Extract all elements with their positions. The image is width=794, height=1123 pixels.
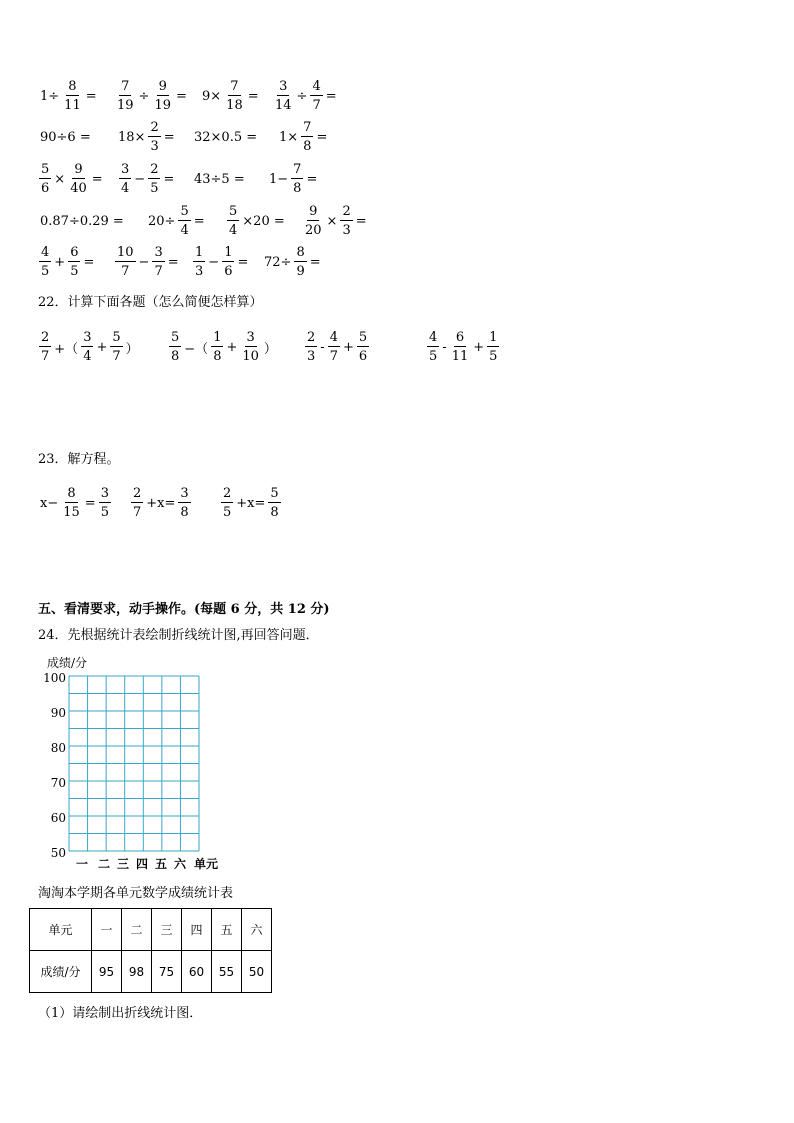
expr-text: −（ xyxy=(184,341,209,357)
expr xyxy=(226,202,287,240)
denominator: 5 xyxy=(70,264,79,279)
expr-text: +x= xyxy=(146,495,176,511)
numerator: 7 xyxy=(121,79,130,94)
fraction xyxy=(294,246,306,278)
expr-text: = xyxy=(91,171,103,187)
expr xyxy=(114,243,181,281)
fraction xyxy=(169,331,181,363)
expr-text: = xyxy=(309,254,321,270)
fraction xyxy=(39,331,51,363)
fraction xyxy=(227,205,239,237)
expr-text: 1− xyxy=(269,171,289,187)
expr xyxy=(38,77,99,115)
numerator: 2 xyxy=(150,120,159,135)
numerator: 1 xyxy=(195,245,204,260)
numerator: 9 xyxy=(74,162,83,177)
expr xyxy=(192,243,250,281)
expr xyxy=(426,328,500,366)
expr xyxy=(272,77,339,115)
numerator: 7 xyxy=(230,79,239,94)
numerator: 6 xyxy=(455,330,465,345)
fraction xyxy=(131,487,143,519)
chart-grid[interactable] xyxy=(68,675,202,855)
table-row xyxy=(30,951,272,993)
denominator: 6 xyxy=(358,349,368,364)
expr-text: = xyxy=(176,88,187,104)
expr xyxy=(304,328,370,366)
fraction xyxy=(115,80,136,112)
ytick: 80 xyxy=(50,741,66,755)
denominator: 6 xyxy=(224,264,233,279)
numerator: 4 xyxy=(429,330,438,345)
numerator: 1 xyxy=(489,330,498,345)
denominator: 4 xyxy=(83,349,92,364)
fraction xyxy=(193,246,205,278)
denominator: 7 xyxy=(154,264,163,279)
expr xyxy=(267,160,319,198)
numerator: 8 xyxy=(68,79,77,94)
expr-text: × xyxy=(54,171,66,187)
table-cell: 55 xyxy=(212,951,242,993)
table-cell: 一 xyxy=(92,909,122,951)
expr xyxy=(262,243,323,281)
table-cell: 98 xyxy=(122,951,152,993)
expr-text: = xyxy=(163,129,175,145)
expr-text: x− xyxy=(40,495,59,511)
fraction xyxy=(115,246,136,278)
fraction xyxy=(178,487,190,519)
fraction xyxy=(81,331,93,363)
fraction xyxy=(221,487,233,519)
expr-text: - xyxy=(320,339,325,355)
expr-text: 90÷6 = xyxy=(40,129,91,145)
numerator: 2 xyxy=(150,162,159,177)
expr-text: = xyxy=(163,171,175,187)
denominator: 7 xyxy=(41,349,50,364)
denominator: 8 xyxy=(293,181,302,196)
fraction xyxy=(99,487,111,519)
numerator: 3 xyxy=(100,486,109,501)
denominator: 11 xyxy=(451,349,469,364)
table-cell: 四 xyxy=(182,909,212,951)
fraction xyxy=(178,205,190,237)
xtick: 六 xyxy=(174,857,187,871)
numerator: 5 xyxy=(229,204,238,219)
fraction xyxy=(487,331,499,363)
expr xyxy=(38,118,93,156)
question-1: （1）请绘制出折线统计图． xyxy=(38,1006,203,1021)
expr-text: × xyxy=(326,213,338,229)
expr-text: ÷ xyxy=(138,88,150,104)
expr-text: 0.87÷0.29 = xyxy=(40,213,124,229)
table-row xyxy=(30,909,272,951)
expr xyxy=(302,202,369,240)
numerator: 3 xyxy=(279,79,288,94)
expr-text: + xyxy=(54,254,66,270)
fraction xyxy=(68,163,89,195)
expr xyxy=(146,202,207,240)
fraction xyxy=(68,246,80,278)
denominator: 7 xyxy=(329,349,338,364)
fraction xyxy=(450,331,471,363)
expr xyxy=(38,160,105,198)
expr xyxy=(38,484,112,522)
denominator: 4 xyxy=(180,223,189,238)
ytick: 100 xyxy=(43,671,66,685)
numerator: 4 xyxy=(312,79,321,94)
expr-text: = xyxy=(355,213,367,229)
numerator: 2 xyxy=(307,330,316,345)
denominator: 8 xyxy=(171,349,180,364)
table-cell: 五 xyxy=(212,909,242,951)
table-cell: 三 xyxy=(152,909,182,951)
xtick: 五 xyxy=(155,857,168,871)
expr xyxy=(114,77,189,115)
fraction xyxy=(357,331,369,363)
fraction xyxy=(39,163,51,195)
denominator: 7 xyxy=(121,264,130,279)
numerator: 5 xyxy=(358,330,368,345)
fraction xyxy=(148,121,160,153)
expr xyxy=(130,484,192,522)
expr-text: + xyxy=(342,339,354,355)
expr-text: ×20 = xyxy=(242,213,285,229)
denominator: 14 xyxy=(275,98,292,113)
expr xyxy=(277,118,329,156)
numerator: 5 xyxy=(171,330,180,345)
x-axis-label: 单元 xyxy=(194,857,219,871)
fraction xyxy=(211,331,223,363)
expr xyxy=(38,202,126,240)
expr-text: + xyxy=(226,339,238,355)
denominator: 3 xyxy=(195,264,204,279)
ytick: 90 xyxy=(50,706,66,720)
denominator: 8 xyxy=(270,505,279,520)
denominator: 3 xyxy=(150,139,159,154)
expr-text: = xyxy=(237,254,249,270)
denominator: 5 xyxy=(489,349,498,364)
fraction xyxy=(310,80,322,112)
denominator: 7 xyxy=(133,505,142,520)
expr xyxy=(168,328,279,366)
fraction xyxy=(328,331,340,363)
expr-text: − xyxy=(134,171,146,187)
numerator: 4 xyxy=(329,330,338,345)
table-cell: 50 xyxy=(242,951,272,993)
numerator: 1 xyxy=(213,330,222,345)
expr-text: = xyxy=(247,88,259,104)
numerator: 9 xyxy=(158,79,167,94)
expr-text: 32×0.5 = xyxy=(194,129,258,145)
denominator: 11 xyxy=(64,98,81,113)
numerator: 10 xyxy=(117,245,134,260)
table-cell: 95 xyxy=(92,951,122,993)
fraction xyxy=(152,80,173,112)
numerator: 1 xyxy=(224,245,233,260)
numerator: 6 xyxy=(70,245,79,260)
xtick: 二 xyxy=(98,857,111,871)
denominator: 9 xyxy=(296,264,305,279)
denominator: 7 xyxy=(112,349,121,364)
expr xyxy=(118,160,176,198)
expr xyxy=(38,328,141,366)
fraction xyxy=(427,331,439,363)
numerator: 7 xyxy=(303,120,312,135)
fraction xyxy=(110,331,122,363)
expr-text: ） xyxy=(125,341,139,357)
xtick: 三 xyxy=(117,857,130,871)
expr-text: + xyxy=(96,339,108,355)
fraction xyxy=(301,121,313,153)
fraction xyxy=(273,80,294,112)
denominator: 3 xyxy=(342,223,351,238)
expr-text: 20÷ xyxy=(148,213,176,229)
numerator: 2 xyxy=(133,486,142,501)
numerator: 5 xyxy=(41,162,50,177)
fraction xyxy=(340,205,352,237)
fraction xyxy=(303,205,324,237)
fraction xyxy=(152,246,164,278)
xtick: 四 xyxy=(136,857,149,871)
denominator: 8 xyxy=(213,349,222,364)
expr-text: ） xyxy=(263,341,277,357)
expr-text: = xyxy=(316,129,328,145)
numerator: 2 xyxy=(41,330,50,345)
table-cell: 六 xyxy=(242,909,272,951)
score-table xyxy=(29,908,272,993)
denominator: 19 xyxy=(154,98,171,113)
table-caption: 淘淘本学期各单元数学成绩统计表 xyxy=(38,886,234,901)
numerator: 3 xyxy=(154,245,163,260)
expr-text: 1× xyxy=(279,129,299,145)
fraction xyxy=(291,163,303,195)
fraction xyxy=(268,487,280,519)
expr xyxy=(192,118,259,156)
table-cell: 75 xyxy=(152,951,182,993)
fraction xyxy=(61,487,82,519)
numerator: 3 xyxy=(180,486,189,501)
numerator: 3 xyxy=(246,330,255,345)
denominator: 10 xyxy=(242,349,259,364)
numerator: 8 xyxy=(67,486,76,501)
table-cell: 单元 xyxy=(30,909,92,951)
numerator: 7 xyxy=(293,162,302,177)
denominator: 20 xyxy=(305,223,322,238)
fraction xyxy=(240,331,261,363)
denominator: 5 xyxy=(41,264,50,279)
expr-text: − xyxy=(138,254,150,270)
denominator: 40 xyxy=(70,181,87,196)
table-cell: 二 xyxy=(122,909,152,951)
numerator: 5 xyxy=(112,330,121,345)
denominator: 18 xyxy=(226,98,243,113)
expr-text: = xyxy=(325,88,337,104)
expr-text: = xyxy=(193,213,205,229)
numerator: 9 xyxy=(309,204,318,219)
q23-label: 23．解方程。 xyxy=(38,452,120,467)
expr xyxy=(192,160,247,198)
denominator: 8 xyxy=(303,139,312,154)
denominator: 6 xyxy=(41,181,50,196)
fraction xyxy=(222,246,234,278)
denominator: 19 xyxy=(117,98,134,113)
denominator: 5 xyxy=(223,505,232,520)
numerator: 5 xyxy=(180,204,189,219)
expr-text: 9× xyxy=(202,88,222,104)
expr xyxy=(116,118,177,156)
fraction xyxy=(305,331,317,363)
expr-text: ÷ xyxy=(296,88,308,104)
expr-text: +（ xyxy=(54,341,79,357)
q24-label: 24．先根据统计表绘制折线统计图,再回答问题． xyxy=(38,628,319,643)
xtick: 一 xyxy=(76,857,89,871)
denominator: 8 xyxy=(180,505,189,520)
denominator: 4 xyxy=(121,181,130,196)
expr-text: 1÷ xyxy=(40,88,60,104)
denominator: 4 xyxy=(229,223,238,238)
numerator: 3 xyxy=(121,162,130,177)
expr-text: - xyxy=(442,339,447,355)
expr-text: = xyxy=(167,254,179,270)
section-5-heading: 五、看清要求，动手操作。(每题 6 分，共 12 分) xyxy=(38,602,330,617)
expr xyxy=(38,243,96,281)
ytick: 70 xyxy=(50,776,66,790)
q22-label: 22．计算下面各题（怎么简便怎样算） xyxy=(38,295,263,310)
expr xyxy=(200,77,261,115)
numerator: 2 xyxy=(342,204,351,219)
table-cell: 60 xyxy=(182,951,212,993)
table-cell: 成绩/分 xyxy=(30,951,92,993)
denominator: 5 xyxy=(150,181,159,196)
denominator: 15 xyxy=(63,505,80,520)
expr-text: = xyxy=(83,254,95,270)
numerator: 4 xyxy=(41,245,50,260)
expr-text: = xyxy=(85,88,97,104)
fraction xyxy=(39,246,51,278)
expr-text: = xyxy=(84,495,96,511)
expr xyxy=(220,484,282,522)
fraction xyxy=(148,163,160,195)
chart-ylabel: 成绩/分 xyxy=(47,656,88,670)
denominator: 5 xyxy=(429,349,438,364)
expr-text: +x= xyxy=(236,495,266,511)
expr-text: = xyxy=(306,171,318,187)
fraction xyxy=(62,80,83,112)
ytick: 50 xyxy=(50,846,66,860)
fraction xyxy=(119,163,131,195)
expr-text: 72÷ xyxy=(264,254,292,270)
numerator: 8 xyxy=(296,245,305,260)
denominator: 7 xyxy=(312,98,321,113)
expr-text: + xyxy=(473,339,485,355)
numerator: 2 xyxy=(223,486,232,501)
expr-text: 43÷5 = xyxy=(194,171,245,187)
denominator: 3 xyxy=(307,349,316,364)
expr-text: − xyxy=(208,254,220,270)
numerator: 3 xyxy=(83,330,92,345)
ytick: 60 xyxy=(50,811,66,825)
denominator: 5 xyxy=(100,505,109,520)
numerator: 5 xyxy=(270,486,279,501)
fraction xyxy=(224,80,245,112)
expr-text: 18× xyxy=(118,129,146,145)
